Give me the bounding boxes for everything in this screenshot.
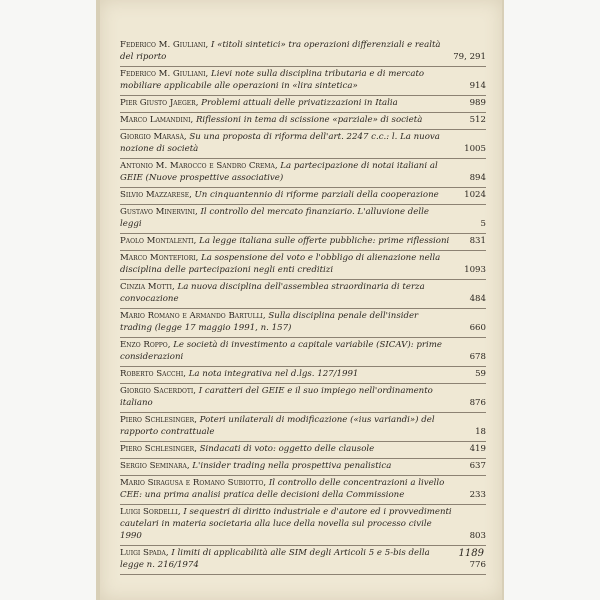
toc-entry: Giorgio Sacerdoti, I caratteri del GEIE e il suo impiego nell'ordinamento italiano 876	[120, 384, 486, 413]
entry-page-number: 233	[469, 490, 486, 500]
entry-author: Gustavo Minervini	[120, 207, 196, 217]
entry-title: La nuova disciplina dell'assemblea straordinaria di terza convocazione	[120, 282, 425, 304]
entry-title: I sequestri di diritto industriale e d'autore ed i provvedimenti cautelari in materia societaria alla luce della novella sul processo civile 1990	[120, 507, 452, 541]
entry-title: I caratteri del GEIE e il suo impiego nell'ordinamento italiano	[120, 386, 433, 408]
toc-entry: Federico M. Giuliani, I «titoli sintetici» tra operazioni differenziali e realtà del riporto 79, 291	[120, 38, 486, 67]
entry-title: Su una proposta di riforma dell'art. 2247 c.c.: l. La nuova nozione di società	[120, 132, 440, 154]
toc-entry: Federico M. Giuliani, Lievi note sulla disciplina tributaria e di mercato mobiliare applicabile alle operazioni in «lira sintetica» 914	[120, 67, 486, 96]
entry-title: I limiti di applicabilità alle SIM degli Articoli 5 e 5-bis della legge n. 216/1974	[120, 548, 430, 570]
entry-author: Giorgio Marasà	[120, 132, 184, 142]
entry-title: La legge italiana sulle offerte pubbliche: prime riflessioni	[199, 236, 450, 246]
toc-entry: Sergio Seminara, L'insider trading nella prospettiva penalistica 637	[120, 459, 486, 476]
toc-entry: Antonio M. Marocco e Sandro Crema, La partecipazione di notai italiani al GEIE (Nuove prospettive associative) 894	[120, 159, 486, 188]
entry-page-number: 776	[469, 560, 486, 570]
entry-title: L'insider trading nella prospettiva penalistica	[192, 461, 392, 471]
entry-title: Le società di investimento a capitale variabile (SICAV): prime considerazioni	[120, 340, 442, 362]
entry-author: Cinzia Motti	[120, 282, 173, 292]
entry-author: Sergio Seminara	[120, 461, 187, 471]
toc-entry: Marco Lamandini, Riflessioni in tema di scissione «parziale» di società 512	[120, 113, 486, 130]
entry-author: Mario Siragusa e Romano Subiotto	[120, 478, 264, 488]
table-of-contents	[120, 38, 486, 575]
entry-page-number: 831	[469, 236, 486, 246]
entry-author: Enzo Roppo	[120, 340, 168, 350]
entry-page-number: 419	[469, 444, 486, 454]
entry-page-number: 803	[469, 531, 486, 541]
entry-title: Un cinquantennio di riforme parziali della cooperazione	[194, 190, 439, 200]
entry-page-number: 637	[469, 461, 486, 471]
entry-title: Sindacati di voto: oggetto delle clausole	[199, 444, 375, 454]
toc-entry: Silvio Mazzarese, Un cinquantennio di riforme parziali della cooperazione 1024	[120, 188, 486, 205]
toc-entry: Roberto Sacchi, La nota integrativa nel d.lgs. 127/1991 59	[120, 367, 486, 384]
entry-page-number: 512	[469, 115, 486, 125]
toc-entry: Paolo Montalenti, La legge italiana sulle offerte pubbliche: prime riflessioni 831	[120, 234, 486, 251]
entry-page-number: 59	[475, 369, 486, 379]
entry-author: Federico M. Giuliani	[120, 69, 206, 79]
toc-entry: Mario Siragusa e Romano Subiotto, Il controllo delle concentrazioni a livello CEE: una prima analisi pratica delle decisioni della Commissione 233	[120, 476, 486, 505]
entry-author: Roberto Sacchi	[120, 369, 184, 379]
entry-page-number: 678	[469, 352, 486, 362]
entry-title: Lievi note sulla disciplina tributaria e di mercato mobiliare applicabile alle operazioni in «lira sintetica»	[120, 69, 425, 91]
entry-page-number: 5	[480, 219, 486, 229]
entry-title: I «titoli sintetici» tra operazioni differenziali e realtà del riporto	[120, 40, 441, 62]
entry-page-number: 18	[475, 427, 486, 437]
entry-author: Luigi Sordelli	[120, 507, 178, 517]
entry-title: Il controllo del mercato finanziario. L'alluvione delle leggi	[120, 207, 429, 229]
entry-author: Paolo Montalenti	[120, 236, 194, 246]
entry-title: La sospensione del voto e l'obbligo di alienazione nella disciplina delle partecipazioni negli enti creditizi	[120, 253, 441, 275]
entry-page-number: 894	[469, 173, 486, 183]
entry-author: Luigi Spada	[120, 548, 166, 558]
toc-entry: Gustavo Minervini, Il controllo del mercato finanziario. L'alluvione delle leggi 5	[120, 205, 486, 234]
entry-page-number: 484	[469, 294, 486, 304]
book-page	[100, 0, 502, 600]
toc-entry: Giorgio Marasà, Su una proposta di riforma dell'art. 2247 c.c.: l. La nuova nozione di società 1005	[120, 130, 486, 159]
entry-page-number: 989	[469, 98, 486, 108]
toc-entry: Luigi Spada, I limiti di applicabilità alle SIM degli Articoli 5 e 5-bis della legge n. 216/1974 776	[120, 546, 486, 575]
entry-page-number: 1005	[464, 144, 486, 154]
toc-entry: Pier Giusto Jaeger, Problemi attuali delle privatizzazioni in Italia 989	[120, 96, 486, 113]
entry-author: Piero Schlesinger	[120, 444, 195, 454]
entry-title: La partecipazione di notai italiani al GEIE (Nuove prospettive associative)	[120, 161, 438, 183]
toc-entry: Mario Romano e Armando Bartulli, Sulla disciplina penale dell'insider trading (legge 17 maggio 1991, n. 157) 660	[120, 309, 486, 338]
entry-page-number: 876	[469, 398, 486, 408]
toc-entry: Marco Montefiori, La sospensione del voto e l'obbligo di alienazione nella disciplina delle partecipazioni negli enti creditizi 1093	[120, 251, 486, 280]
entry-author: Giorgio Sacerdoti	[120, 386, 194, 396]
toc-entry: Enzo Roppo, Le società di investimento a capitale variabile (SICAV): prime considerazioni 678	[120, 338, 486, 367]
entry-author: Piero Schlesinger	[120, 415, 195, 425]
entry-page-number: 914	[469, 81, 486, 91]
entry-title: Riflessioni in tema di scissione «parziale» di società	[195, 115, 423, 125]
toc-entry: Cinzia Motti, La nuova disciplina dell'assemblea straordinaria di terza convocazione 484	[120, 280, 486, 309]
entry-title: Problemi attuali delle privatizzazioni in Italia	[201, 98, 398, 108]
entry-title: Il controllo delle concentrazioni a livello CEE: una prima analisi pratica delle decisioni della Commissione	[120, 478, 445, 500]
entry-author: Mario Romano e Armando Bartulli	[120, 311, 263, 321]
page-folio: 1189	[458, 548, 484, 559]
entry-author: Antonio M. Marocco e Sandro Crema	[120, 161, 275, 171]
entry-title: La nota integrativa nel d.lgs. 127/1991	[188, 369, 359, 379]
entry-author: Silvio Mazzarese	[120, 190, 190, 200]
entry-title: Sulla disciplina penale dell'insider trading (legge 17 maggio 1991, n. 157)	[120, 311, 419, 333]
entry-page-number: 1093	[464, 265, 486, 275]
entry-author: Marco Lamandini	[120, 115, 191, 125]
entry-page-number: 1024	[464, 190, 486, 200]
entry-author: Marco Montefiori	[120, 253, 196, 263]
entry-page-number: 660	[469, 323, 486, 333]
toc-entry: Piero Schlesinger, Poteri unilaterali di modificazione («ius variandi») del rapporto contrattuale 18	[120, 413, 486, 442]
entry-author: Federico M. Giuliani	[120, 40, 206, 50]
entry-author: Pier Giusto Jaeger	[120, 98, 196, 108]
entry-title: Poteri unilaterali di modificazione («ius variandi») del rapporto contrattuale	[120, 415, 435, 437]
toc-entry: Piero Schlesinger, Sindacati di voto: oggetto delle clausole 419	[120, 442, 486, 459]
entry-page-number: 79, 291	[453, 52, 486, 62]
toc-entry: Luigi Sordelli, I sequestri di diritto industriale e d'autore ed i provvedimenti cautelari in materia societaria alla luce della novella sul processo civile 1990 803	[120, 505, 486, 546]
